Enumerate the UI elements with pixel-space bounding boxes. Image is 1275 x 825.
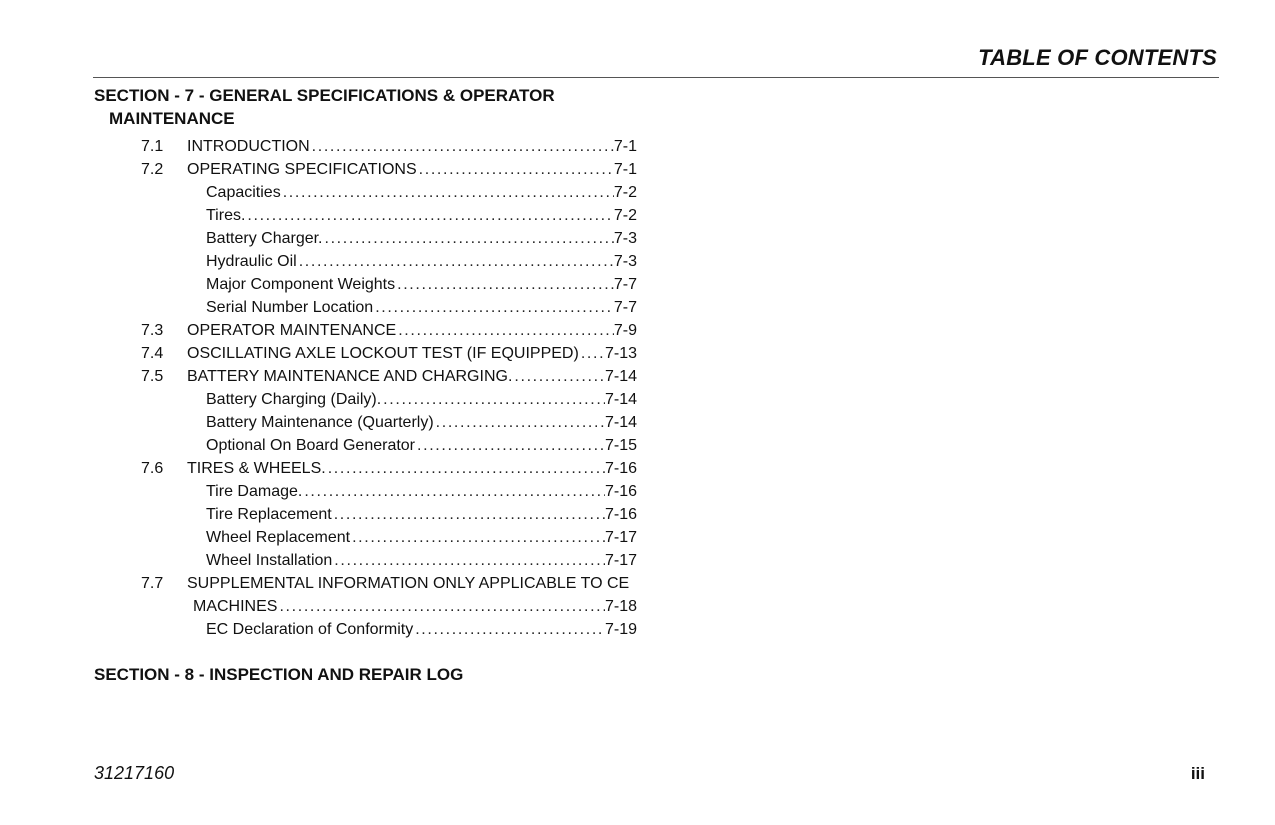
toc-entry-title: Tire Damage. (206, 483, 303, 500)
toc-entry-number: 7.6 (141, 460, 164, 477)
toc-entry-page: 7-17 (604, 552, 637, 569)
dot-leader (302, 480, 605, 503)
toc-entry-title: BATTERY MAINTENANCE AND CHARGING. (187, 368, 513, 385)
toc-entry-battery-charging-daily[interactable] (0, 388, 640, 411)
toc-entry-number: 7.7 (141, 575, 164, 592)
toc-entry-page: 7-18 (604, 598, 637, 615)
toc-entry-number: 7.2 (141, 161, 164, 178)
dot-leader (413, 618, 605, 641)
dot-leader (332, 503, 605, 526)
dot-leader (434, 411, 605, 434)
toc-entry-tire-replacement[interactable] (0, 503, 640, 526)
toc-entry-major-component-weights[interactable] (0, 273, 640, 296)
toc-entry-title: OSCILLATING AXLE LOCKOUT TEST (IF EQUIPPED) (187, 345, 579, 362)
toc-entry-optional-on-board-generator[interactable] (0, 434, 640, 457)
toc-entry-title: Battery Maintenance (Quarterly) (206, 414, 434, 431)
toc-entry-page: 7-3 (613, 230, 637, 247)
dot-leader (417, 158, 614, 181)
toc-entry-page: 7-14 (604, 414, 637, 431)
toc-entry-page: 7-7 (613, 299, 637, 316)
toc-entry-operator-maintenance[interactable] (0, 319, 640, 342)
toc-entry-page: 7-7 (613, 276, 637, 293)
footer-document-number: 31217160 (94, 763, 175, 783)
toc-entry-battery-maintenance-quarterly[interactable] (0, 411, 640, 434)
toc-entry-tires-and-wheels[interactable] (0, 457, 640, 480)
toc-entry-oscillating-axle-lockout-test[interactable] (0, 342, 640, 365)
toc-entry-number: 7.4 (141, 345, 164, 362)
toc-entry-title: SUPPLEMENTAL INFORMATION ONLY APPLICABLE TO CE (187, 575, 630, 592)
toc-entry-number: 7.1 (141, 138, 164, 155)
section-7-heading-line-1: SECTION - 7 - GENERAL SPECIFICATIONS & OPERATOR (94, 86, 555, 105)
toc-entry-title: Battery Charger. (206, 230, 323, 247)
toc-entry-supplemental-information[interactable] (0, 572, 640, 595)
toc-entry-page: 7-2 (613, 207, 637, 224)
toc-entry-capacities[interactable] (0, 181, 640, 204)
dot-leader (310, 135, 614, 158)
section-7-heading-line-2: MAINTENANCE (109, 109, 235, 128)
toc-entry-tire-damage[interactable] (0, 480, 640, 503)
toc-entry-page: 7-17 (604, 529, 637, 546)
toc-list (0, 135, 640, 641)
toc-entry-title: Serial Number Location (206, 299, 374, 316)
toc-entry-number: 7.5 (141, 368, 164, 385)
dot-leader (245, 204, 613, 227)
toc-entry-title: OPERATING SPECIFICATIONS (187, 161, 417, 178)
dot-leader (395, 273, 614, 296)
toc-entry-title: MACHINES (193, 598, 278, 615)
toc-entry-title: Major Component Weights (206, 276, 396, 293)
dot-leader (332, 549, 605, 572)
toc-entry-page: 7-15 (604, 437, 637, 454)
dot-leader (350, 526, 605, 549)
toc-entry-introduction[interactable] (0, 135, 640, 158)
toc-entry-tires[interactable] (0, 204, 640, 227)
toc-entry-page: 7-2 (613, 184, 637, 201)
toc-entry-page: 7-16 (604, 460, 637, 477)
toc-entry-title: Wheel Replacement (206, 529, 351, 546)
dot-leader (281, 181, 614, 204)
dot-leader (373, 296, 614, 319)
toc-entry-number: 7.3 (141, 322, 164, 339)
toc-entry-page: 7-19 (604, 621, 637, 638)
toc-entry-page: 7-1 (613, 138, 637, 155)
toc-entry-battery-charger[interactable] (0, 227, 640, 250)
toc-entry-battery-maintenance-and-charging[interactable] (0, 365, 640, 388)
toc-entry-title: EC Declaration of Conformity (206, 621, 414, 638)
dot-leader (415, 434, 605, 457)
toc-entry-page: 7-1 (613, 161, 637, 178)
toc-entry-title: TIRES & WHEELS. (187, 460, 326, 477)
toc-entry-ec-declaration-of-conformity[interactable] (0, 618, 640, 641)
toc-entry-title: Optional On Board Generator (206, 437, 416, 454)
toc-entry-page: 7-16 (604, 483, 637, 500)
toc-entry-page: 7-14 (604, 368, 637, 385)
dot-leader (512, 365, 605, 388)
toc-entry-serial-number-location[interactable] (0, 296, 640, 319)
page-header-title: TABLE OF CONTENTS (978, 45, 1217, 70)
dot-leader (579, 342, 605, 365)
toc-entry-hydraulic-oil[interactable] (0, 250, 640, 273)
dot-leader (277, 595, 605, 618)
dot-leader (381, 388, 605, 411)
toc-entry-title: Hydraulic Oil (206, 253, 297, 270)
toc-entry-page: 7-13 (604, 345, 637, 362)
header-rule (93, 77, 1219, 78)
toc-entry-title: Tires. (206, 207, 246, 224)
toc-entry-page: 7-14 (604, 391, 637, 408)
toc-entry-page: 7-16 (604, 506, 637, 523)
dot-leader (297, 250, 614, 273)
toc-entry-wheel-installation[interactable] (0, 549, 640, 572)
toc-entry-wheel-replacement[interactable] (0, 526, 640, 549)
dot-leader (396, 319, 614, 342)
dot-leader (323, 227, 614, 250)
toc-entry-title: Wheel Installation (206, 552, 333, 569)
toc-entry-title: Battery Charging (Daily). (206, 391, 382, 408)
toc-entry-page: 7-3 (613, 253, 637, 270)
footer-page-number: iii (1190, 764, 1205, 783)
toc-entry-operating-specifications[interactable] (0, 158, 640, 181)
toc-entry-page: 7-9 (613, 322, 637, 339)
section-7-heading[interactable] (94, 84, 555, 130)
toc-entry-title: OPERATOR MAINTENANCE (187, 322, 397, 339)
dot-leader (326, 457, 605, 480)
toc-entry-title: INTRODUCTION (187, 138, 310, 155)
section-8-heading[interactable]: SECTION - 8 - INSPECTION AND REPAIR LOG (94, 665, 464, 684)
toc-entry-title: Tire Replacement (206, 506, 332, 523)
toc-entry-supplemental-information-continued[interactable] (0, 595, 640, 618)
toc-entry-title: Capacities (206, 184, 281, 201)
